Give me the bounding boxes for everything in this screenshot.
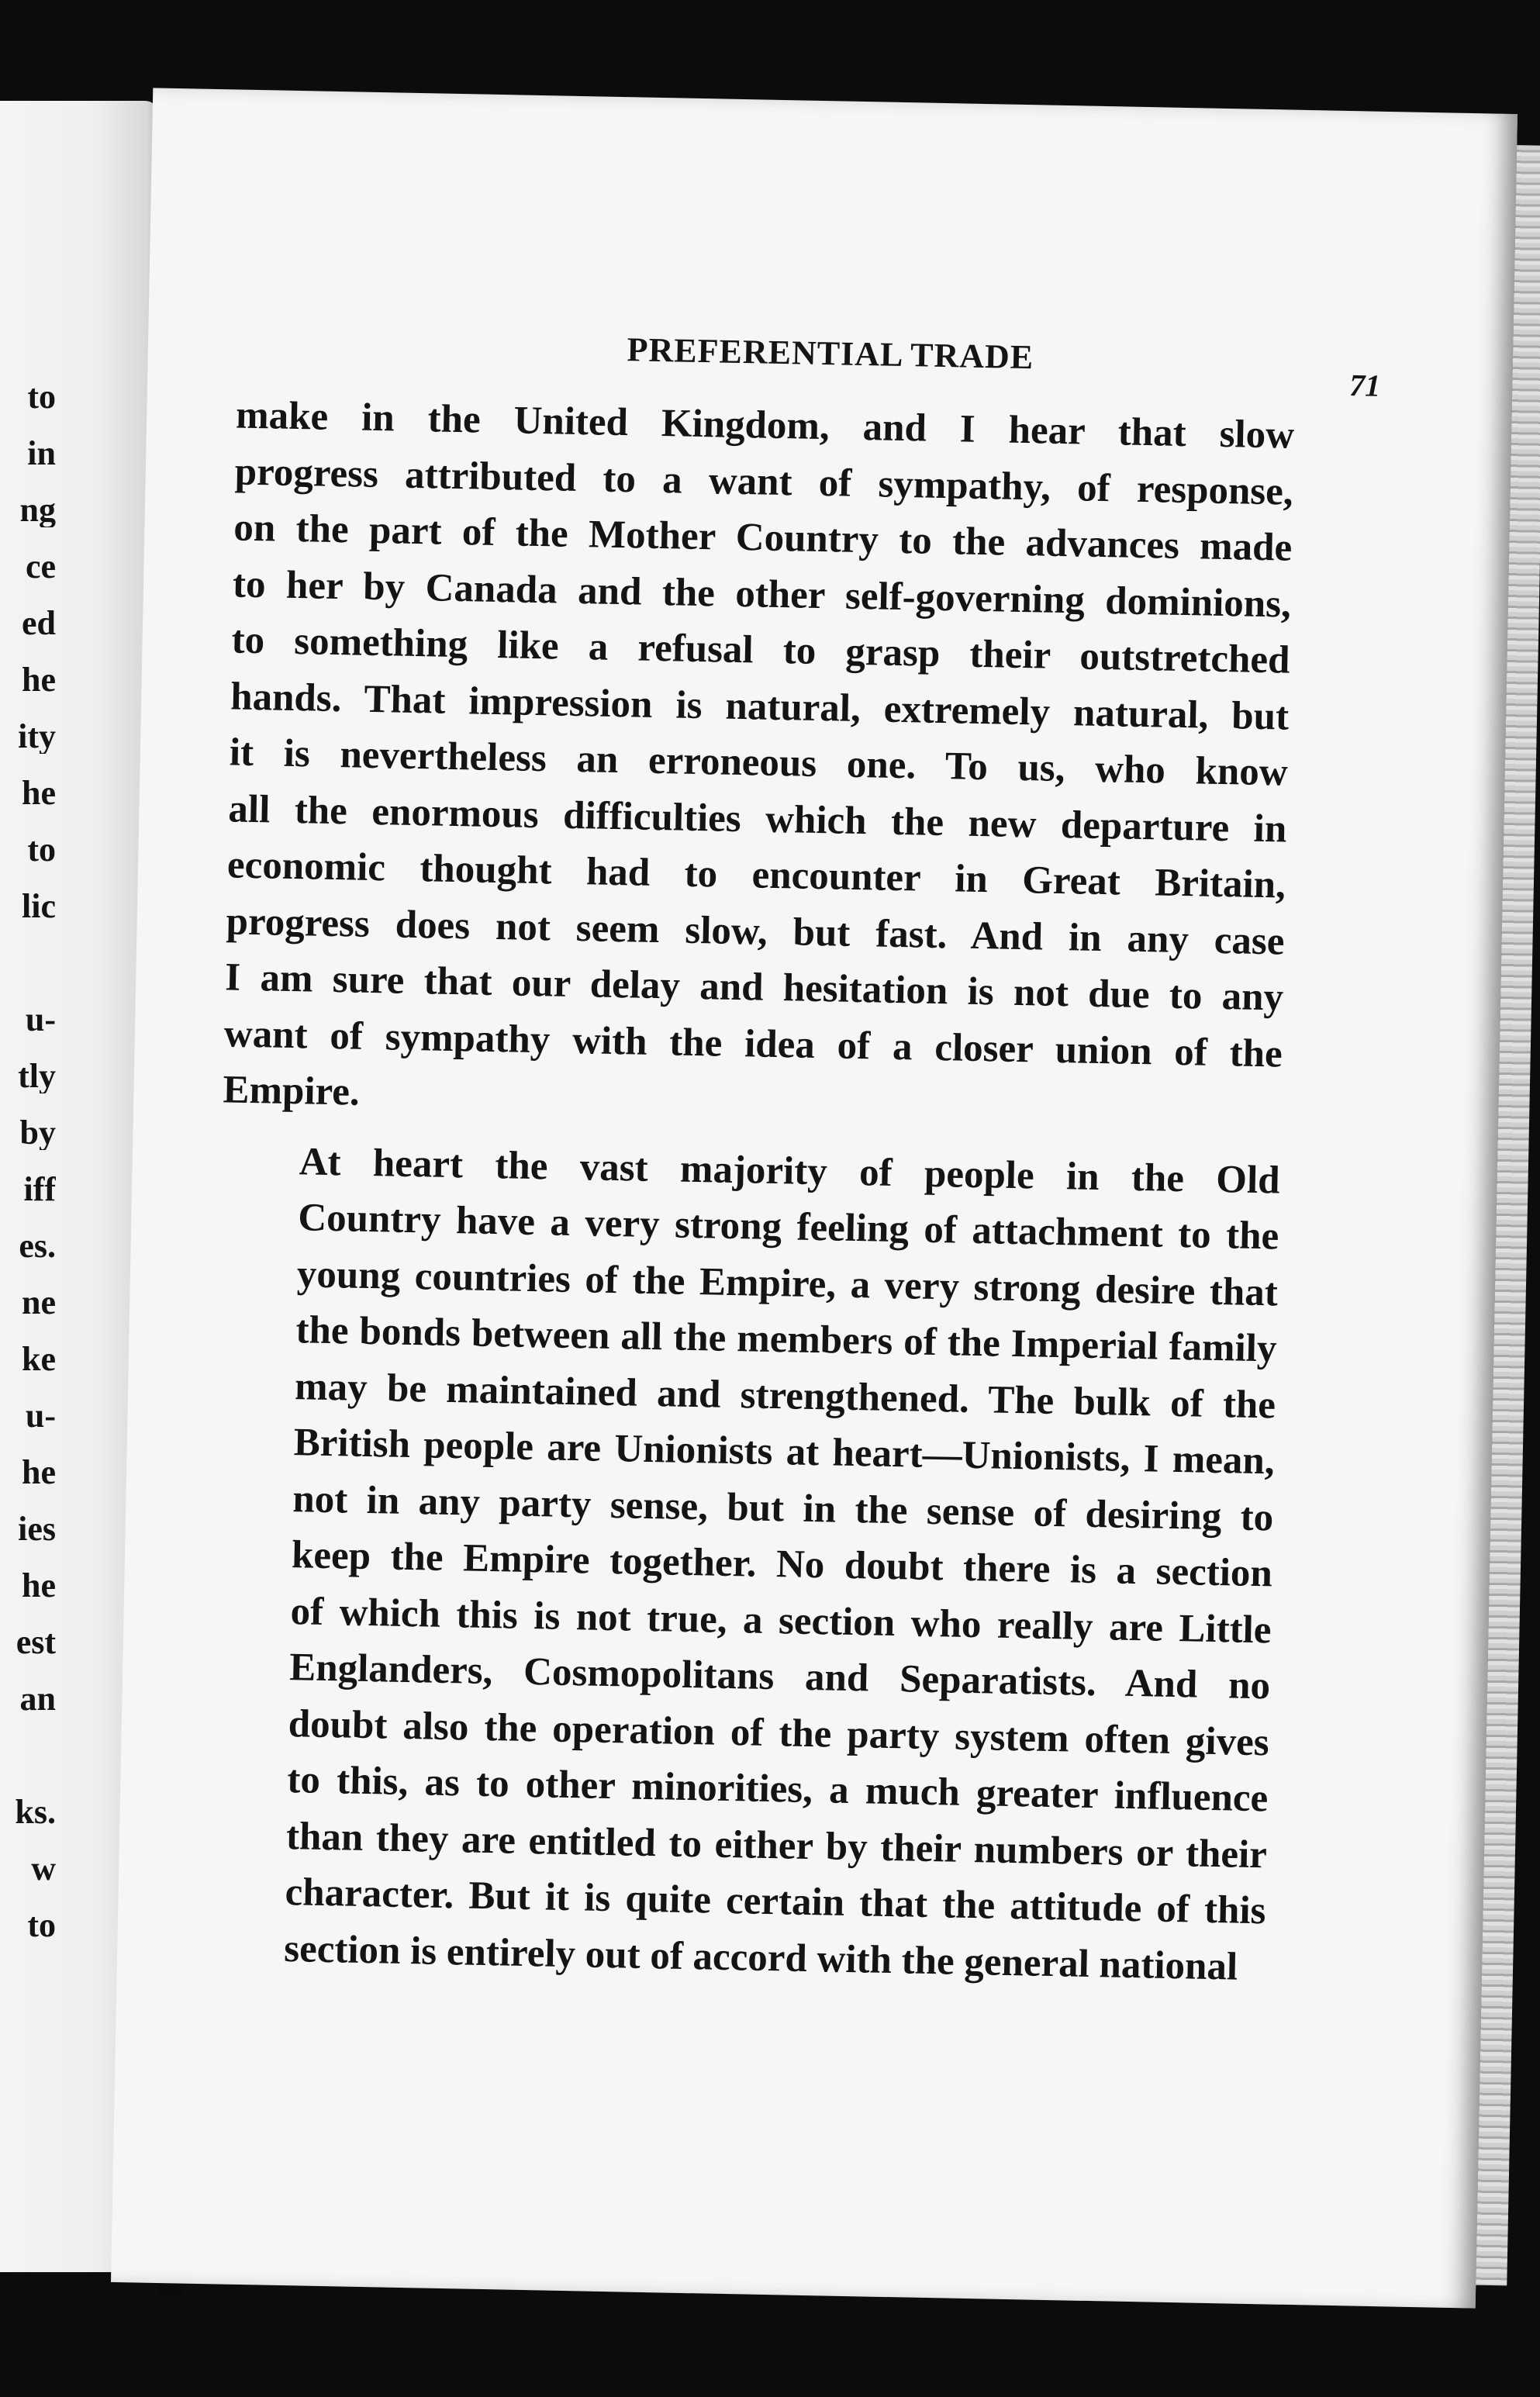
- text-line: want of sympathy with the idea of a closer union of the: [223, 1011, 1283, 1076]
- previous-page-fragment: ce: [25, 550, 56, 584]
- previous-page-fragment: he: [22, 663, 56, 697]
- text-line: hands. That impression is natural, extremely natural, but: [230, 674, 1290, 739]
- previous-page-fragment: tly: [18, 1059, 56, 1093]
- text-line: may be maintained and strengthened. The bulk of the: [294, 1364, 1276, 1427]
- body-text: [206, 388, 1295, 1996]
- page-number: 71: [1348, 368, 1381, 403]
- previous-page-fragment: lic: [22, 889, 56, 924]
- book-page: [111, 88, 1518, 2308]
- text-line: keep the Empire together. No doubt there is a section: [291, 1533, 1273, 1596]
- text-line: it is nevertheless an erroneous one. To us, who know: [229, 730, 1289, 795]
- previous-page-fragment: by: [19, 1116, 56, 1150]
- previous-page-fragment: he: [22, 1569, 56, 1603]
- previous-page-fragment: w: [31, 1852, 56, 1886]
- previous-page-fragment: u-: [25, 1399, 56, 1433]
- text-line: section is entirely out of accord with the general national: [283, 1926, 1238, 1989]
- previous-page-fragment: ies: [18, 1512, 56, 1546]
- running-head: PREFERENTIAL TRADE: [627, 330, 1034, 377]
- text-line: Country have a very strong feeling of attachment to the: [297, 1196, 1279, 1259]
- previous-page-fragment: ks.: [15, 1795, 56, 1829]
- previous-page-fragment: ng: [19, 493, 56, 527]
- text-line: the bonds between all the members of the Imperial family: [295, 1308, 1277, 1371]
- text-line: of which this is not true, a section who really are Little: [290, 1589, 1272, 1652]
- text-line: British people are Unionists at heart—Unionists, I mean,: [293, 1421, 1276, 1483]
- previous-page-fragment: ne: [22, 1286, 56, 1320]
- text-line: not in any party sense, but in the sense of desiring to: [292, 1477, 1274, 1539]
- text-line: to her by Canada and the other self-governing dominions,: [232, 561, 1292, 627]
- text-line: to this, as to other minorities, a much greater influence: [286, 1758, 1269, 1821]
- previous-page-fragment: he: [22, 776, 56, 810]
- previous-page-fragment: he: [22, 1456, 56, 1490]
- previous-page-fragment: ity: [18, 720, 56, 754]
- text-line: than they are entitled to either by their numbers or their: [285, 1814, 1268, 1877]
- text-line: Empire.: [223, 1068, 361, 1114]
- paragraph-2: [206, 1132, 1281, 1996]
- previous-page-fragment: ed: [22, 606, 56, 641]
- previous-page-fragment: es.: [19, 1229, 56, 1263]
- text-line: economic thought had to encounter in Great Britain,: [226, 843, 1286, 907]
- text-line: all the enormous difficulties which the new departure in: [227, 786, 1287, 851]
- previous-page-fragment: u-: [25, 1003, 56, 1037]
- previous-page-fragment: to: [27, 833, 56, 867]
- previous-page-fragment: ke: [22, 1342, 56, 1376]
- text-line: progress attributed to a want of sympathy, of response,: [234, 449, 1294, 514]
- text-line: At heart the vast majority of people in the Old: [299, 1139, 1281, 1203]
- previous-page-fragment: iff: [23, 1173, 56, 1207]
- paragraph-1: [223, 388, 1295, 1139]
- text-line: progress does not seem slow, but fast. And in any case: [226, 899, 1286, 964]
- page-stack-edge: [1476, 145, 1540, 2285]
- text-line: character. But it is quite certain that the attitude of this: [285, 1870, 1266, 1933]
- previous-page-fragment: an: [19, 1682, 56, 1716]
- previous-page-fragment: in: [27, 437, 56, 471]
- text-line: on the part of the Mother Country to the advances made: [233, 506, 1293, 570]
- previous-page-fragment: to: [27, 380, 56, 414]
- text-line: I am sure that our delay and hesitation is not due to any: [224, 955, 1284, 1020]
- text-line: doubt also the operation of the party system often gives: [288, 1701, 1270, 1764]
- text-line: Englanders, Cosmopolitans and Separatists. And no: [288, 1646, 1271, 1708]
- previous-page-fragment: est: [16, 1625, 56, 1660]
- text-line: make in the United Kingdom, and I hear that slow: [235, 393, 1295, 458]
- text-line: young countries of the Empire, a very strong desire that: [296, 1252, 1279, 1314]
- text-line: to something like a refusal to grasp their outstretched: [231, 618, 1290, 682]
- previous-page-fragment: to: [27, 1908, 56, 1943]
